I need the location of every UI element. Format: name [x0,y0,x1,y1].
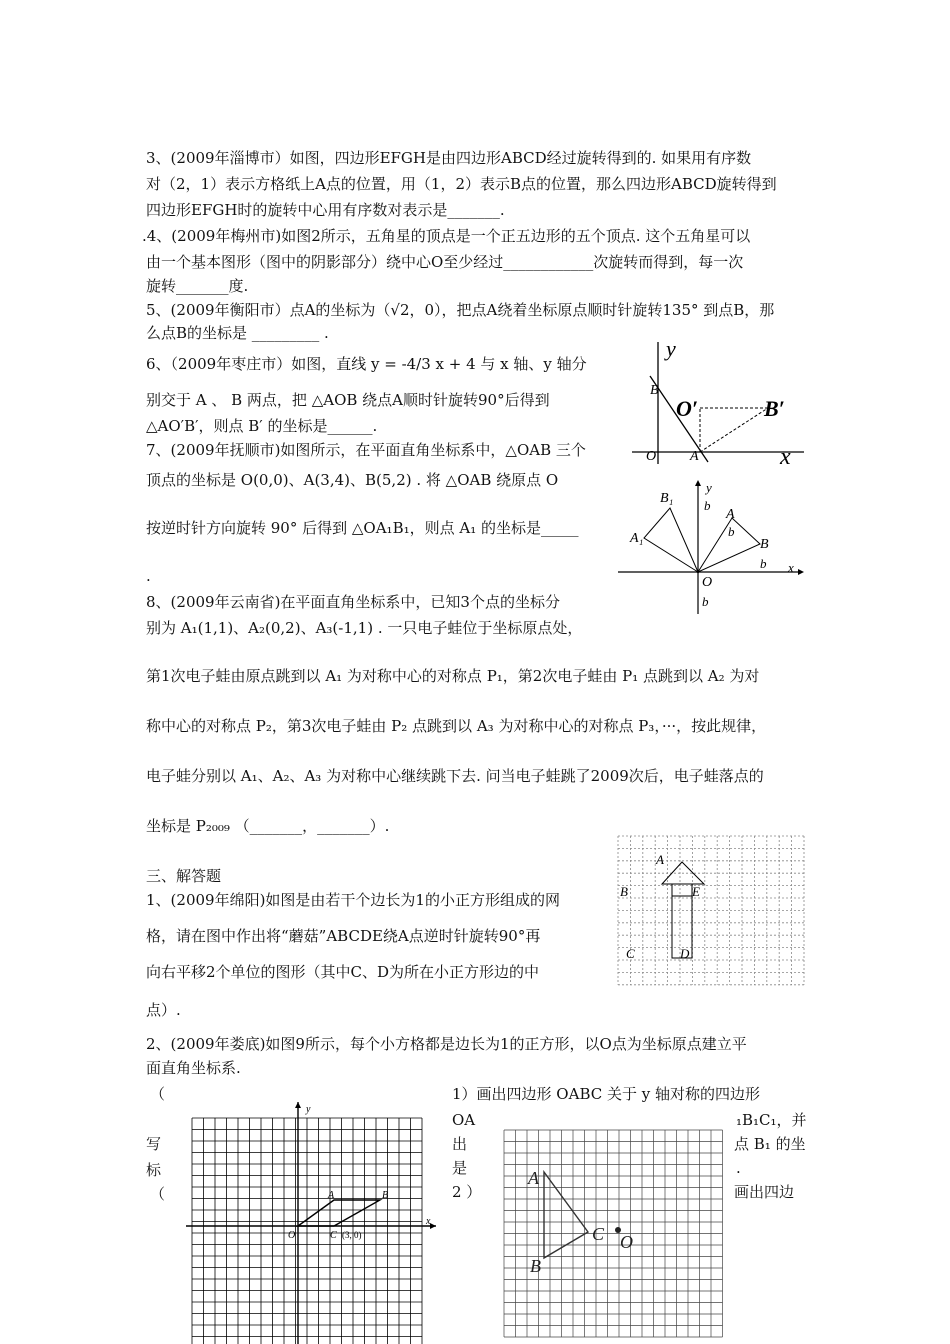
y-label: y [306,1104,311,1115]
x-label: x [788,560,794,575]
problem-3-line-1: 3、(2009年淄博市）如图，四边形EFGH是由四边形ABCD经过旋转得到的. 如果用有序数 [146,149,752,167]
point-d-label: D [680,946,690,961]
answer-2-shi: 是 [452,1159,468,1177]
y-arrow-icon [295,1102,301,1108]
mushroom-grid-figure [616,834,806,986]
dashed-ab [700,408,768,452]
answer-2-part-1c: ₁B₁C₁，并 [736,1111,807,1129]
quadrilateral-oabc [298,1200,380,1226]
left-char-4: （ [150,1185,166,1203]
point-c-label: C [626,946,635,961]
x-label: x [780,444,791,466]
origin-label: O [646,449,657,464]
point-o-prime-label: O′ [676,396,699,421]
answer-2-part-1b: OA [452,1111,476,1129]
answer-2-part-2: 2 ） [452,1183,482,1201]
problem-4-line-1: .4、(2009年梅州市)如图2所示，五角星的顶点是一个正五边形的五个顶点. 这个五角星可以 [142,227,751,245]
problem-4-line-2: 由一个基本图形（图中的阴影部分）绕中心O至少经过____________次旋转而得到，每一次 [146,253,744,271]
problem-8-line-6: 坐标是 P₂₀₀₉ （_______，_______）. [146,817,390,835]
left-char-2: 写 [146,1135,162,1153]
problem-6-line-2: 别交于 A 、 B 两点，把 △AOB 绕点A顺时针旋转90°后得到 [146,391,550,409]
point-b-label: B [620,884,628,899]
grid-lines [504,1130,723,1337]
problem-5-line-1: 5、(2009年衡阳市）点A的坐标为（√2，0），把点A绕着坐标原点顺时针旋转135° 到点B，那 [146,301,775,319]
point-a-label: A [656,852,664,867]
problem-3-line-2: 对（2，1）表示方格纸上A点的位置，用（1，2）表示B点的位置，那么四边形ABCD旋转得到 [146,175,777,193]
left-char-3: 标 [146,1161,162,1179]
problem-7-line-2: 顶点的坐标是 O(0,0)、A(3,4)、B(5,2) . 将 △OAB 绕原点 O [146,471,559,489]
problem-7-line-4: . [146,567,151,585]
point-b1-label: B₁ [660,491,674,506]
answer-1-line-3: 向右平移2个单位的图形（其中C、D为所在小正方形边的中 [146,963,540,981]
problem-8-line-3: 第1次电子蛙由原点跳到以 A₁ 为对称中心的对称点 P₁，第2次电子蛙由 P₁ 点跳到以 A₂ 为对 [146,667,760,685]
point-c-label: C [330,1230,337,1241]
point-c-label: C [592,1224,605,1244]
y-arrow-icon [695,480,701,486]
problem-6-line-1: 6、（2009年枣庄市）如图，直线 y = -4/3 x + 4 与 x 轴、y 轴分 [146,355,587,373]
x-arrow-icon [430,1223,436,1229]
point-a-label: A [690,449,699,464]
triangle-rotation-figure [614,478,804,616]
point-b-label: B [760,537,769,552]
problem-8-line-4: 称中心的对称点 P₂，第3次电子蛙由 P₂ 点跳到以 A₃ 为对称中心的对称点 P₃，···，按此规律， [146,717,767,735]
answer-2-dot: . [736,1159,741,1177]
answer-2-line-1: 2、(2009年娄底)如图9所示，每个小方格都是边长为1的正方形，以O点为坐标原点建立平 [146,1035,747,1053]
triangle-oa1b1 [644,508,698,572]
origin-label: O [288,1230,296,1241]
point-o-label: O [620,1232,633,1252]
grid-lines [192,1118,422,1344]
answer-2-part-1: 1）画出四边形 OABC 关于 y 轴对称的四边形 [452,1085,760,1103]
point-a1-label: A₁ [630,531,644,546]
problem-8-line-2: 别为 A₁(1,1)、A₂(0,2)、A₃(-1,1) . 一只电子蛙位于坐标原点处， [146,619,583,637]
answer-2-part-2b: 画出四边 [734,1183,795,1201]
problem-5-line-2: 么点B的坐标是 _________ . [146,324,329,342]
answer-1-line-4: 点）. [146,1001,181,1019]
problem-8-line-1: 8、(2009年云南省)在平面直角坐标系中，已知3个点的坐标分 [146,593,560,611]
answer-2-point: 点 B₁ 的坐 [734,1135,806,1153]
y-label: y [666,336,676,361]
x-label: x [426,1216,431,1227]
point-b-label: B [650,383,659,398]
b-mark-3: b [760,556,767,571]
point-b-prime-label: B′ [764,396,785,421]
point-a-label: A [528,1168,539,1188]
left-char-1: （ [150,1085,166,1103]
point-a-label: A [328,1190,335,1201]
point-c-coord: (3, 0) [342,1230,362,1240]
grid-lines [618,836,804,985]
point-a-label: A [726,507,735,522]
x-arrow-icon [798,569,804,575]
b-mark-2: b [728,524,735,539]
rotation-line-figure [628,336,808,466]
b-mark-1: b [704,498,711,513]
problem-8-line-5: 电子蛙分别以 A₁、A₂、A₃ 为对称中心继续跳下去. 问当电子蛙跳了2009次后，电子蛙落点的 [146,767,764,785]
answer-1-line-1: 1、(2009年绵阳)如图是由若干个边长为1的小正方形组成的网 [146,891,560,909]
coordinate-grid-figure [186,1100,440,1344]
point-b-label: B [530,1256,541,1276]
point-b-label: B [382,1190,389,1201]
origin-label: O [702,575,713,590]
problem-6-line-3: △AO′B′，则点 B′ 的坐标是______. [146,417,378,435]
problem-4-line-3: 旋转_______度. [146,277,249,295]
handdrawn-grid-figure [500,1128,730,1344]
answer-1-line-2: 格，请在图中作出将“蘑菇”ABCDE绕A点逆时针旋转90°再 [146,927,541,945]
y-label: y [706,480,712,495]
answer-2-chu: 出 [452,1135,468,1153]
problem-7-line-1: 7、(2009年抚顺市)如图所示，在平面直角坐标系中，△OAB 三个 [146,441,586,459]
problem-7-line-3: 按逆时针方向旋转 90° 后得到 △OA₁B₁，则点 A₁ 的坐标是_____ [146,519,579,537]
section-heading: 三、解答题 [146,867,222,885]
point-e-label: E [692,884,700,899]
problem-3-line-3: 四边形EFGH时的旋转中心用有序数对表示是_______. [146,201,505,219]
answer-2-line-2: 面直角坐标系. [146,1059,241,1077]
b-mark-4: b [702,594,709,609]
